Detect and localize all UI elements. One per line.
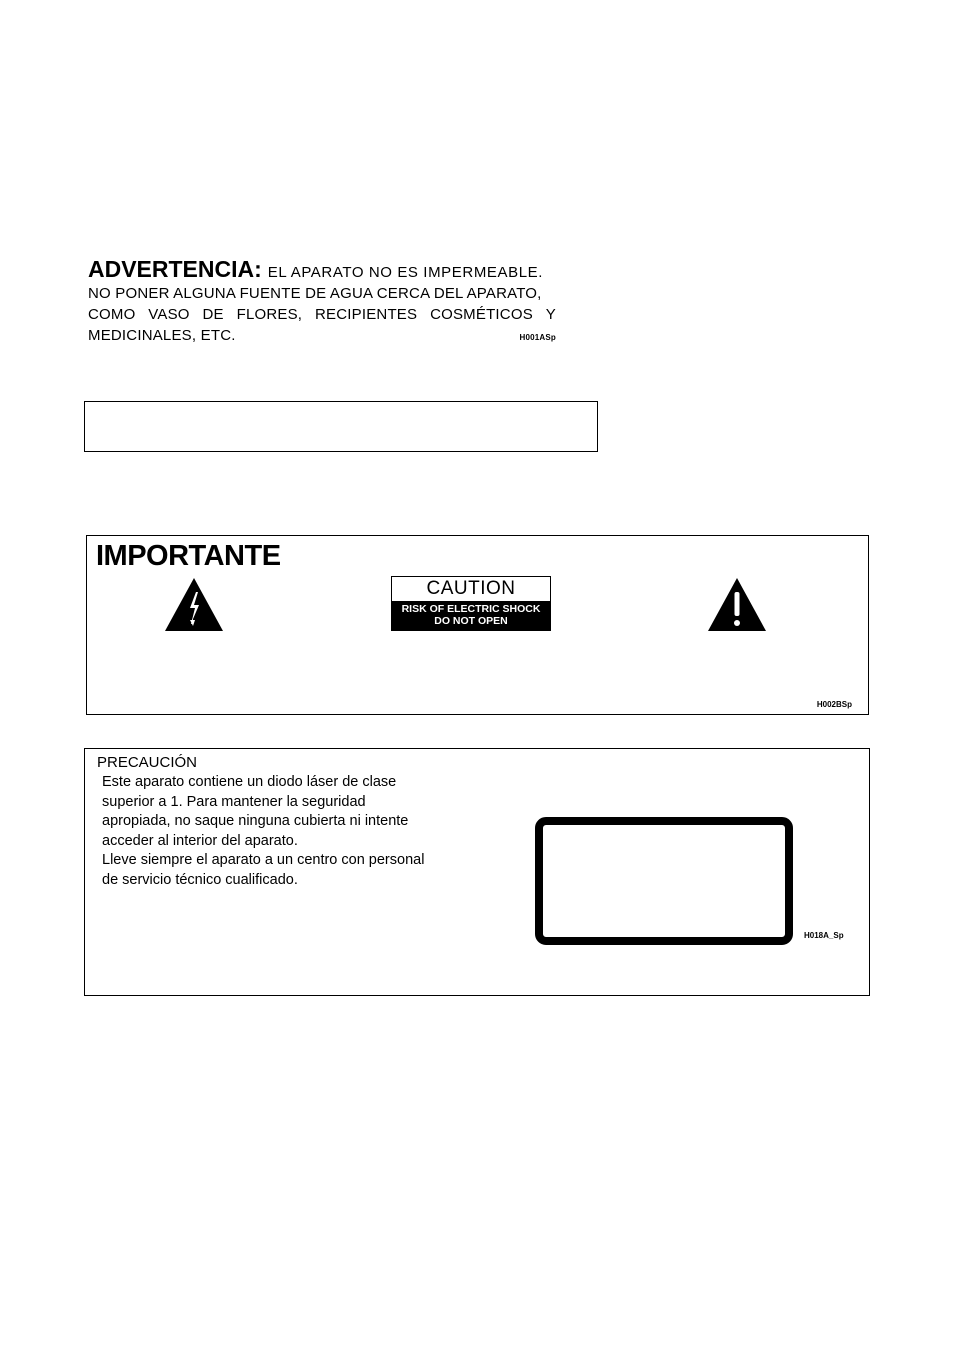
electric-shock-warning-icon [164,578,224,631]
precaucion-line: superior a 1. Para mantener la seguridad [102,793,366,810]
caution-line-1: RISK OF ELECTRIC SHOCK [401,603,541,615]
precaucion-line: Este aparato contiene un diodo láser de clase [102,774,397,790]
word: DE [202,306,224,323]
precaucion-line: acceder al interior del aparato. [102,832,298,849]
caution-warning-text [392,601,550,630]
advertencia-title: ADVERTENCIA: [88,256,262,282]
exclamation-warning-icon [707,578,767,631]
importante-code: H002BSp [816,700,852,709]
importante-title: IMPORTANTE [96,540,281,572]
caution-heading: CAUTION [426,578,516,599]
word: COSMÉTICOS [430,306,533,323]
precaucion-code: H018A_Sp [804,931,844,940]
caution-line-2: DO NOT OPEN [434,615,508,627]
precaucion-line: Lleve siempre el aparato a un centro con personal [102,852,425,868]
laser-label-frame [535,817,793,945]
advertencia-section [88,256,556,348]
importante-box [86,535,869,715]
advertencia-heading-line [88,256,556,283]
advertencia-line-3 [88,304,556,325]
word: RECIPIENTES [315,306,418,323]
precaucion-line: apropiada, no saque ninguna cubierta ni intente [102,813,409,829]
advertencia-line-4 [88,325,556,348]
advertencia-code: H001ASp [519,333,556,342]
empty-box [84,401,598,452]
word: Y [545,306,556,323]
word: FLORES, [236,306,303,323]
advertencia-last-text: MEDICINALES, ETC. [88,327,236,344]
advertencia-first-line: EL APARATO NO ES IMPERMEABLE. [267,264,544,281]
word: COMO [88,306,136,323]
caution-label [391,576,551,631]
precaucion-body [102,773,424,890]
advertencia-line-2: NO PONER ALGUNA FUENTE DE AGUA CERCA DEL APARATO, [88,285,542,302]
precaucion-line: de servicio técnico cualificado. [102,871,298,888]
precaucion-title: PRECAUCIÓN [97,754,198,771]
precaucion-box [84,748,870,996]
word: VASO [148,306,190,323]
